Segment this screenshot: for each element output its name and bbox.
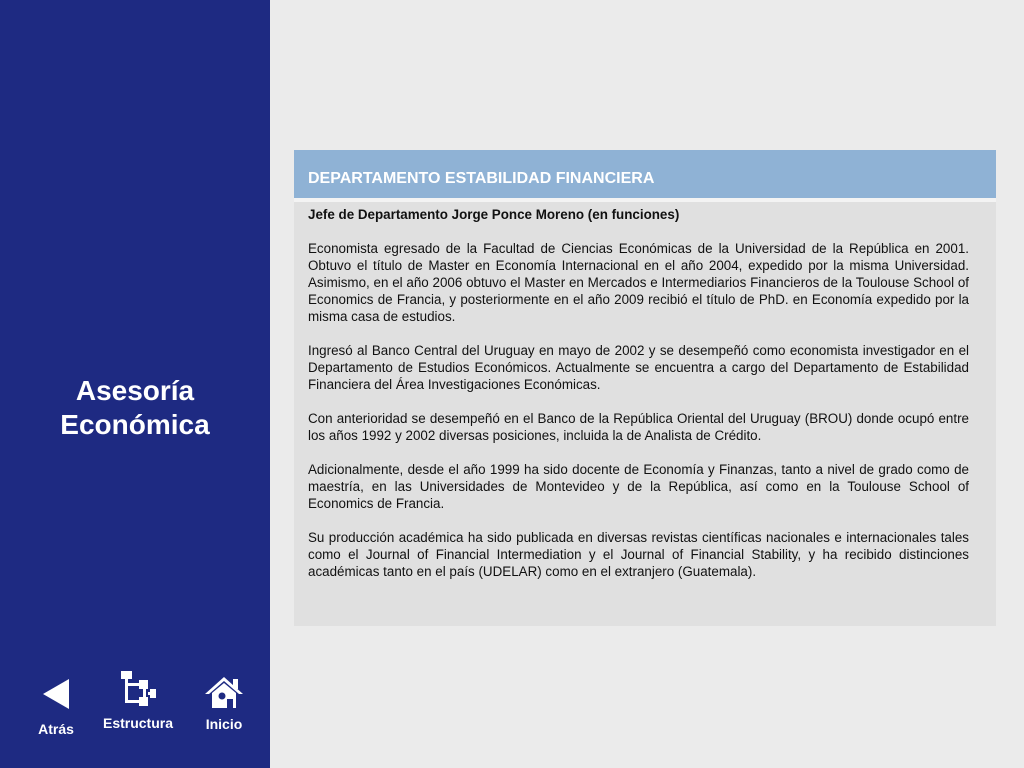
back-button[interactable] [30, 679, 82, 737]
panel-header [294, 150, 996, 202]
content-panel [294, 150, 996, 626]
home-label: Inicio [205, 716, 243, 732]
back-arrow-icon [43, 679, 69, 709]
bottom-navigation [0, 665, 270, 768]
bio-paragraph: Economista egresado de la Facultad de Ciencias Económicas de la Universidad de la República en 2001. Obtuvo el título de Master en Economía Internacional en el año 2004, expedido por la misma Universidad. Asimismo, en el año 2006 obtuvo el Master en Mercados e Intermediarios Financieros de la Toulouse School of Economics de Francia, y posteriormente en el año 2009 recibió el título de PhD. en Economía expedido por la misma casa de estudios. [308, 241, 969, 324]
panel-title: DEPARTAMENTO ESTABILIDAD FINANCIERA [308, 170, 655, 187]
bio-paragraph: Adicionalmente, desde el año 1999 ha sido docente de Economía y Finanzas, tanto a nivel de grado como de maestría, en las Universidades de Montevideo y de la República, así como en la Toulouse School of Economics de Francia. [308, 462, 969, 511]
bio-paragraph: Con anterioridad se desempeñó en el Banco de la República Oriental del Uruguay (BROU) donde ocupó entre los años 1992 y 2002 diversas posiciones, incluida la de Analista de Crédito. [308, 411, 969, 443]
structure-button[interactable] [98, 669, 178, 731]
department-head: Jefe de Departamento Jorge Ponce Moreno (en funciones) [308, 207, 680, 222]
back-label: Atrás [38, 721, 74, 737]
section-title [0, 374, 270, 442]
bio-paragraph: Ingresó al Banco Central del Uruguay en mayo de 2002 y se desempeñó como economista investigador en el Departamento de Estudios Económicos. Actualmente se encuentra a cargo del Departamento de Estabilidad Financiera del Área Investigaciones Económicas. [308, 343, 969, 392]
org-chart-icon [119, 669, 157, 707]
sidebar [0, 0, 270, 768]
section-title-line2: Económica [60, 409, 210, 440]
home-button[interactable] [196, 675, 252, 732]
bio-paragraph: Su producción académica ha sido publicada en diversas revistas científicas nacionales e internacionales tales como el Journal of Financial Intermediation y el Journal of Financial Stability, y ha recibido distinciones académicas tanto en el país (UDELAR) como en el extranjero (Guatemala). [308, 530, 969, 579]
section-title-line1: Asesoría [75, 375, 195, 406]
home-icon [204, 675, 244, 709]
panel-body [294, 202, 996, 580]
structure-label: Estructura [102, 715, 174, 731]
